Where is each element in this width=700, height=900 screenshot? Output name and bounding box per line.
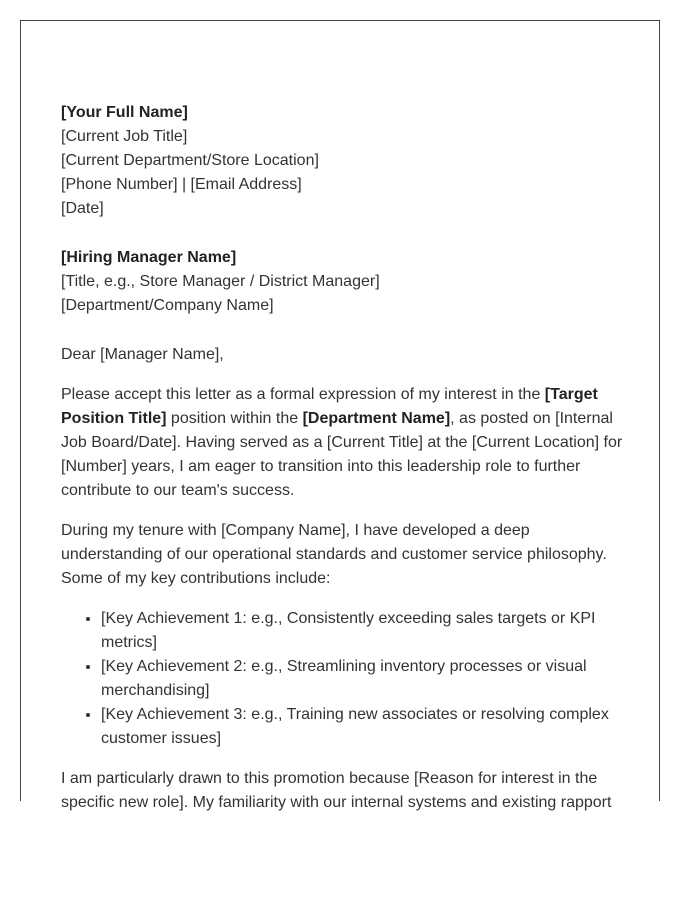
target-position: [Target Position Title]	[61, 386, 598, 427]
list-item: • [Key Achievement 1: e.g., Consistently exceeding sales targets or KPI metrics]	[101, 607, 631, 655]
list-item: • [Key Achievement 2: e.g., Streamlining inventory processes or visual merchandising]	[101, 655, 631, 703]
tenure-paragraph: During my tenure with [Company Name], I have developed a deep understanding of our operational standards and customer service philosophy. Some of my key contributions include:	[61, 522, 607, 587]
letter-page	[20, 20, 660, 811]
motivation-paragraph: I am particularly drawn to this promotion because [Reason for interest in the specific new role]. My familiarity with our internal systems and existing rapport	[61, 770, 612, 811]
recipient-name: [Hiring Manager Name]	[61, 249, 237, 266]
intro-paragraph: Please accept this letter as a formal expression of my interest in the [Target Position Title] position within the [Department Name], as posted on [Internal Job Board/Date]. Having served as a [Current Title] at the [Current Location] for [Number] years, I am eager to transition into this leadership role to further contribute to our team's success.	[61, 386, 623, 499]
recipient-block	[61, 246, 631, 318]
recipient-company: [Department/Company Name]	[61, 297, 274, 314]
salutation: Dear [Manager Name],	[61, 346, 224, 363]
sender-contact: [Phone Number] | [Email Address]	[61, 176, 302, 193]
achievement-list	[61, 607, 631, 751]
sender-job-title: [Current Job Title]	[61, 128, 188, 145]
sender-department: [Current Department/Store Location]	[61, 152, 319, 169]
letter-content	[61, 101, 631, 831]
sender-block	[61, 101, 631, 221]
recipient-title: [Title, e.g., Store Manager / District Manager]	[61, 273, 380, 290]
list-item: • [Key Achievement 3: e.g., Training new associates or resolving complex customer issues]	[101, 703, 631, 751]
department-name: [Department Name]	[302, 410, 451, 427]
sender-date: [Date]	[61, 200, 104, 217]
sender-name: [Your Full Name]	[61, 104, 188, 121]
